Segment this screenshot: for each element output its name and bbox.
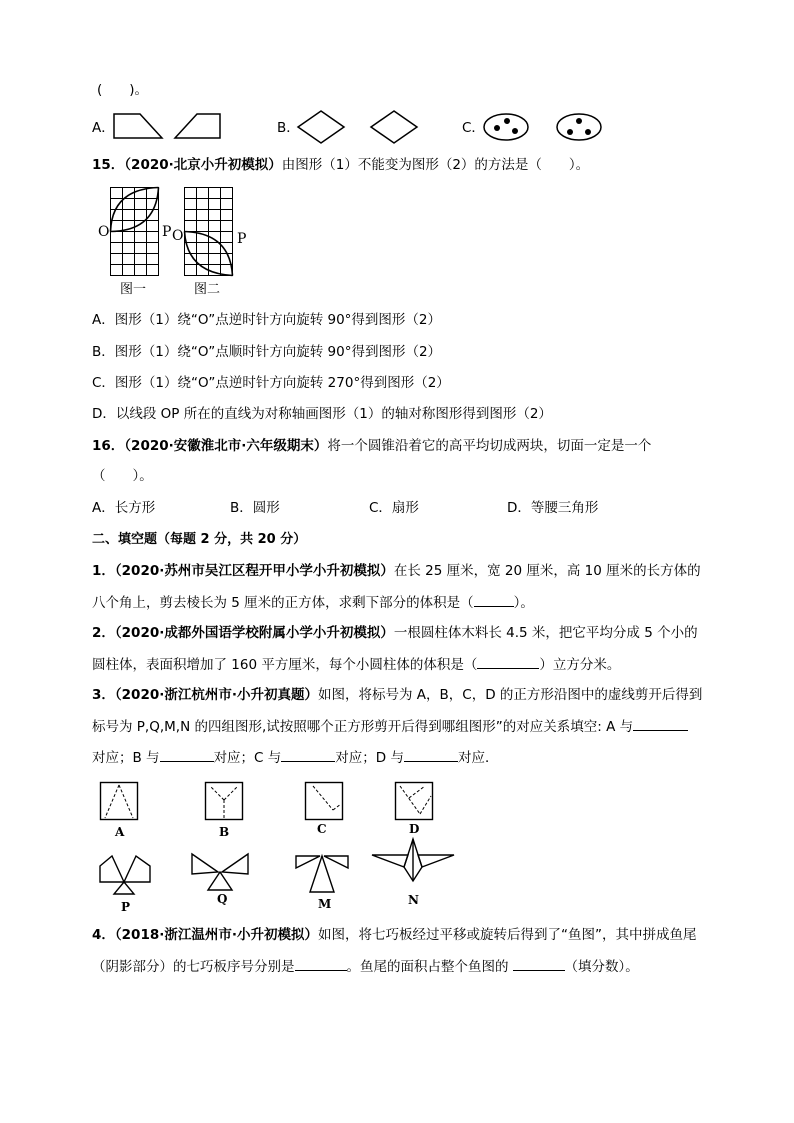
f3-label-d: D bbox=[409, 822, 420, 836]
q15-figure-one bbox=[110, 187, 160, 277]
f1-text2b: ）。 bbox=[513, 595, 534, 611]
f1-text1: 在长 25 厘米，宽 20 厘米，高 10 厘米的长方体的 bbox=[393, 563, 701, 579]
f3-text1: 如图，将标号为 A，B，C，D 的正方形沿图中的虚线剪开后得到 bbox=[318, 687, 703, 703]
f4-text1: 如图，将七巧板经过平移或旋转后得到了“鱼图”，其中拼成鱼尾 bbox=[318, 927, 697, 943]
q16-option-a: A．长方形 bbox=[92, 500, 156, 516]
q15-caption-two: 图二 bbox=[194, 282, 221, 297]
f3-square-d bbox=[395, 782, 435, 822]
q14-option-b-shapes bbox=[296, 110, 426, 144]
q15-source: （2020·北京小升初模拟） bbox=[124, 157, 282, 173]
q15-number: 15． bbox=[92, 157, 125, 173]
f3-blank-d[interactable] bbox=[404, 747, 458, 762]
f2-text1: 一根圆柱体木料长 4.5 米，把它平均分成 5 个小的 bbox=[393, 625, 698, 641]
f3-label-a: A bbox=[115, 825, 125, 839]
f4-blank-fraction[interactable] bbox=[513, 956, 565, 971]
f1-stem-line1 bbox=[92, 561, 701, 581]
f4-stem-line1 bbox=[92, 925, 697, 945]
q15-option-d: D．以线段 OP 所在的直线为对称轴画图形（1）的轴对称图形得到图形（2） bbox=[92, 406, 552, 422]
q14-option-c-label: C． bbox=[462, 120, 485, 136]
f2-source: （2020·成都外国语学校附属小学小升初模拟） bbox=[114, 625, 394, 641]
q16-text: 将一个圆锥沿着它的高平均切成两块，切面一定是一个 bbox=[327, 438, 652, 454]
f3-label-c: C bbox=[317, 822, 327, 836]
f2-answer-blank[interactable] bbox=[477, 654, 539, 669]
f3-t3c: 对应；D 与 bbox=[335, 750, 404, 766]
f3-blank-a[interactable] bbox=[633, 716, 688, 731]
f4-source: （2018·浙江温州市·小升初模拟） bbox=[114, 927, 318, 943]
f3-t3a: 对应；B 与 bbox=[92, 750, 160, 766]
f3-shape-q bbox=[190, 852, 250, 896]
f1-number: 1． bbox=[92, 563, 115, 579]
f2-text2b: ）立方分米。 bbox=[539, 657, 621, 673]
section-two-title: 二、填空题（每题 2 分，共 20 分） bbox=[92, 532, 307, 547]
q14-paren-line: ( )。 bbox=[97, 82, 149, 98]
q16-option-c: C．扇形 bbox=[369, 500, 419, 516]
q14-option-a-label: A． bbox=[92, 120, 115, 136]
q15-stem bbox=[92, 155, 589, 175]
f1-source: （2020·苏州市吴江区程开甲小学小升初模拟） bbox=[114, 563, 394, 579]
f3-text2: 标号为 P,Q,M,N 的四组图形,试按照哪个正方形剪开后得到哪组图形”的对应关系填空: A 与 bbox=[92, 719, 634, 735]
f3-source: （2020·浙江杭州市·小升初真题） bbox=[114, 687, 318, 703]
q15-text: 由图形（1）不能变为图形（2）的方法是（ ）。 bbox=[281, 157, 590, 173]
f2-number: 2． bbox=[92, 625, 115, 641]
q15-option-a: A．图形（1）绕“O”点逆时针方向旋转 90°得到图形（2） bbox=[92, 312, 442, 328]
q15-label-o1: O bbox=[98, 224, 110, 240]
q15-label-o2: O bbox=[172, 228, 184, 244]
q16-stem bbox=[92, 436, 651, 456]
f3-label-q: Q bbox=[217, 892, 228, 906]
f3-number: 3． bbox=[92, 687, 115, 703]
q15-option-c: C．图形（1）绕“O”点逆时针方向旋转 270°得到图形（2） bbox=[92, 375, 450, 391]
f4-number: 4． bbox=[92, 927, 115, 943]
f3-blank-b[interactable] bbox=[160, 747, 214, 762]
f4-stem-line2 bbox=[92, 956, 639, 977]
f3-stem-line1 bbox=[92, 685, 702, 705]
q15-caption-one: 图一 bbox=[120, 282, 147, 297]
f2-stem-line1 bbox=[92, 623, 698, 643]
f3-blank-c[interactable] bbox=[281, 747, 335, 762]
q15-figure-two bbox=[184, 187, 234, 277]
q14-option-a-shapes bbox=[112, 112, 232, 142]
f3-label-p: P bbox=[121, 900, 131, 914]
q16-option-b: B．圆形 bbox=[230, 500, 280, 516]
q16-number: 16． bbox=[92, 438, 125, 454]
f4-text2c: （填分数）。 bbox=[564, 959, 639, 975]
f3-stem-line2 bbox=[92, 716, 688, 737]
f3-label-b: B bbox=[219, 825, 230, 839]
q16-source: （2020·安徽淮北市·六年级期末） bbox=[124, 438, 328, 454]
ellipse-shape bbox=[557, 114, 601, 140]
f2-text2a: 圆柱体，表面积增加了 160 平方厘米，每个小圆柱体的体积是（ bbox=[92, 657, 478, 673]
q16-option-d: D．等腰三角形 bbox=[507, 500, 599, 516]
q14-option-c-shapes bbox=[482, 112, 607, 142]
f4-text2a: （阴影部分）的七巧板序号分别是 bbox=[92, 959, 295, 975]
f3-square-c bbox=[305, 782, 345, 822]
f3-square-a bbox=[100, 782, 140, 822]
f3-square-b bbox=[205, 782, 245, 822]
f3-shape-p bbox=[98, 852, 154, 902]
f1-text2a: 八个角上，剪去棱长为 5 厘米的正方体，求剩下部分的体积是（ bbox=[92, 595, 474, 611]
rhombus-shape bbox=[298, 111, 344, 143]
q15-label-p2: P bbox=[237, 231, 247, 247]
f3-t3d: 对应． bbox=[457, 750, 499, 766]
trapezoid-shape bbox=[175, 114, 220, 138]
f4-blank-pieces[interactable] bbox=[295, 956, 347, 971]
f3-label-n: N bbox=[408, 893, 419, 907]
f3-shape-m bbox=[294, 852, 350, 898]
ellipse-shape bbox=[484, 114, 528, 140]
q15-label-p1: P bbox=[162, 224, 172, 240]
f1-answer-blank[interactable] bbox=[474, 592, 514, 607]
trapezoid-shape bbox=[114, 114, 162, 138]
f3-t3b: 对应；C 与 bbox=[213, 750, 282, 766]
f2-stem-line2 bbox=[92, 654, 620, 675]
f4-text2b: 。鱼尾的面积占整个鱼图的 bbox=[346, 959, 509, 975]
q15-option-b: B．图形（1）绕“O”点顺时针方向旋转 90°得到图形（2） bbox=[92, 344, 442, 360]
f3-stem-line3 bbox=[92, 747, 498, 768]
rhombus-shape bbox=[371, 111, 417, 143]
f3-shape-n bbox=[370, 837, 456, 897]
f1-stem-line2 bbox=[92, 592, 534, 613]
q16-paren-line: （ ）。 bbox=[92, 468, 153, 484]
f3-label-m: M bbox=[318, 897, 332, 911]
q14-option-b-label: B． bbox=[277, 120, 300, 136]
